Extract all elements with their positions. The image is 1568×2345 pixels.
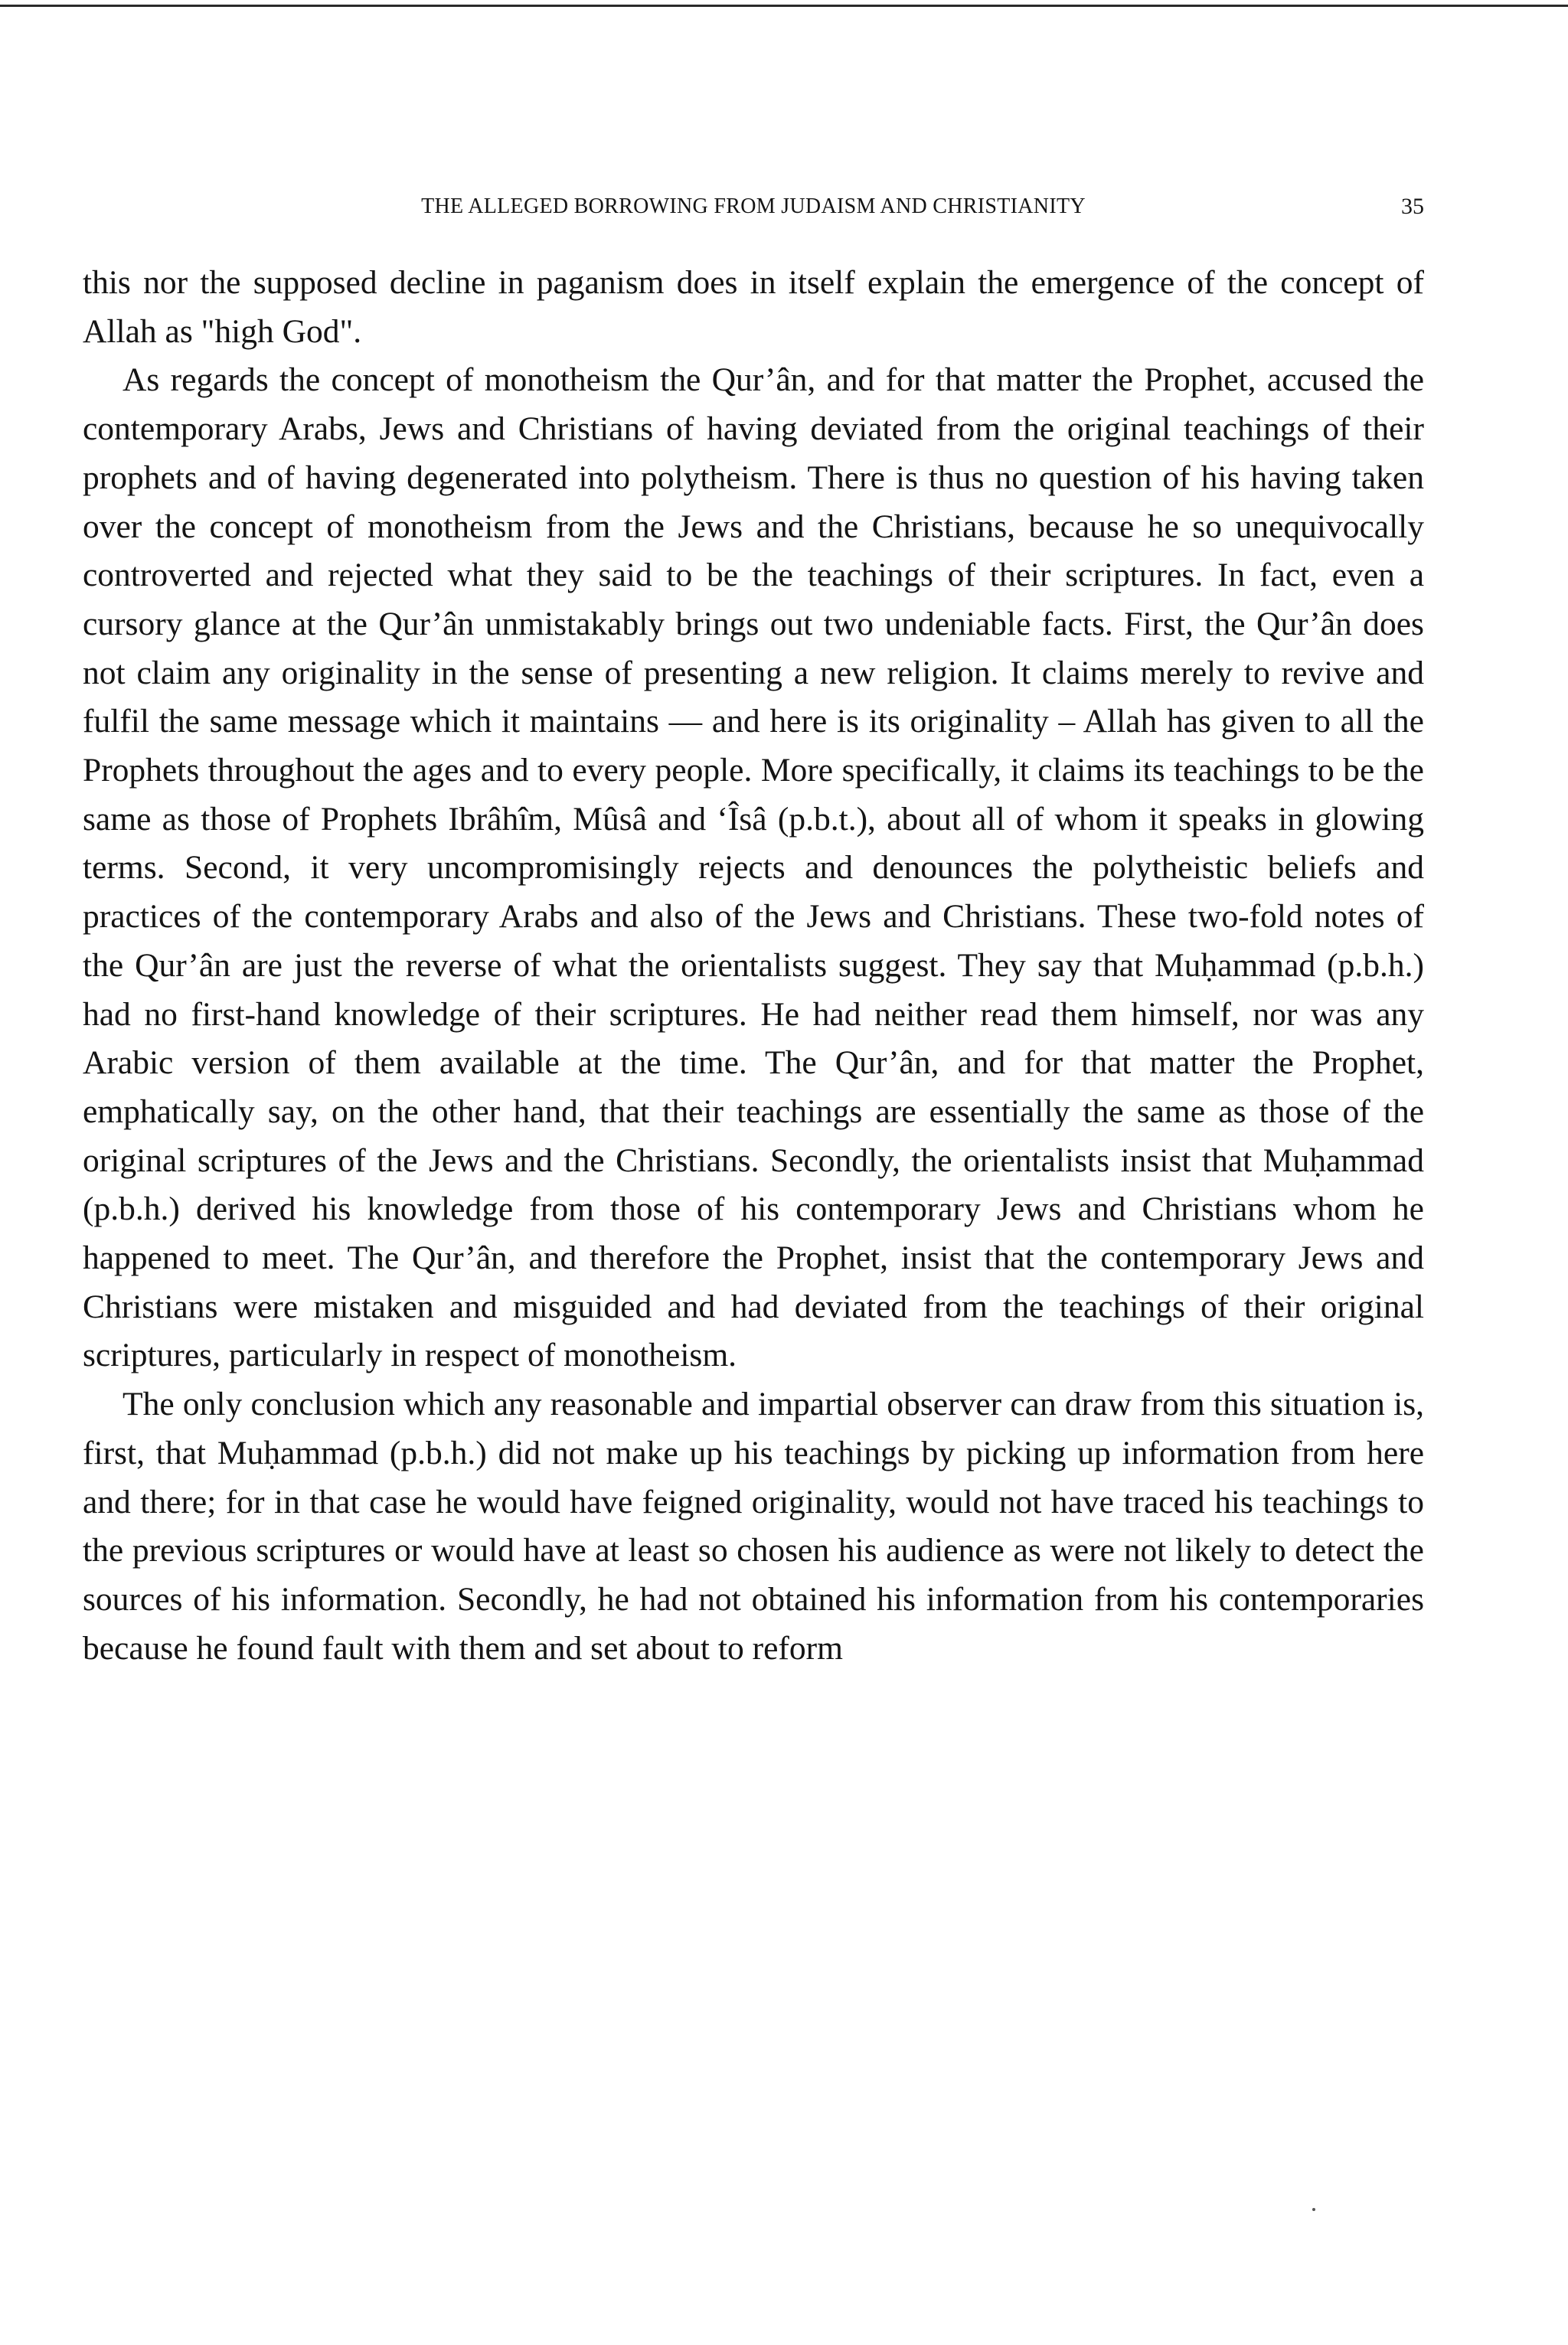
paragraph-monotheism: As regards the concept of monotheism the Qur’ân, and for that matter the Prophet, accused the contemporary Arabs, Jews and Christians of having deviated from the original teachings of their prophets and of having degenerated into polytheism. There is thus no question of his having taken over the concept of monotheism from the Jews and the Christians, because he so unequivocally controverted and rejected what they said to be the teachings of their scriptures. In fact, even a cursory glance at the Qur’ân unmistakably brings out two undeniable facts. First, the Qur’ân does not claim any originality in the sense of presenting a new religion. It claims merely to revive and fulfil the same message which it maintains — and here is its originality – Allah has given to all the Prophets throughout the ages and to every people. More specifically, it claims its teachings to be the same as those of Prophets Ibrâhîm, Mûsâ and ‘Îsâ (p.b.t.), about all of whom it speaks in glowing terms. Second, it very uncompromisingly rejects and denounces the polytheistic beliefs and practices of the contemporary Arabs and also of the Jews and Christians. These two-fold notes of the Qur’ân are just the reverse of what the orientalists suggest. They say that Muḥammad (p.b.h.) had no first-hand knowledge of their scriptures. He had neither read them himself, nor was any Arabic version of them available at the time. The Qur’ân, and for that matter the Prophet, emphatically say, on the other hand, that their teachings are essentially the same as those of the original scriptures of the Jews and the Christians. Secondly, the orientalists insist that Muḥammad (p.b.h.) derived his knowledge from those of his contemporary Jews and Christians whom he happened to meet. The Qur’ân, and therefore the Prophet, insist that the contemporary Jews and Christians were mistaken and misguided and had deviated from the teachings of their original scriptures, particularly in respect of monotheism. <box>83 361 1424 1374</box>
body-text <box>83 259 1424 1673</box>
paragraph-continuation: this nor the supposed decline in paganism does in itself explain the emergence of the concept of Allah as "high God". <box>83 264 1424 350</box>
paragraph-conclusion: The only conclusion which any reasonable and impartial observer can draw from this situation is, first, that Muḥammad (p.b.h.) did not make up his teachings by picking up information from here and there; for in that case he would have feigned originality, would not have traced his teachings to the previous scriptures or would have at least so chosen his audience as were not likely to detect the sources of his information. Secondly, he had not obtained his information from his contemporaries because he found fault with them and set about to reform <box>83 1386 1424 1667</box>
running-title: THE ALLEGED BORROWING FROM JUDAISM AND CHRISTIANITY <box>421 194 1086 218</box>
running-header <box>83 191 1424 222</box>
scan-speck <box>1312 2208 1315 2211</box>
page-number: 35 <box>1401 194 1424 219</box>
top-border-rule <box>0 5 1568 7</box>
